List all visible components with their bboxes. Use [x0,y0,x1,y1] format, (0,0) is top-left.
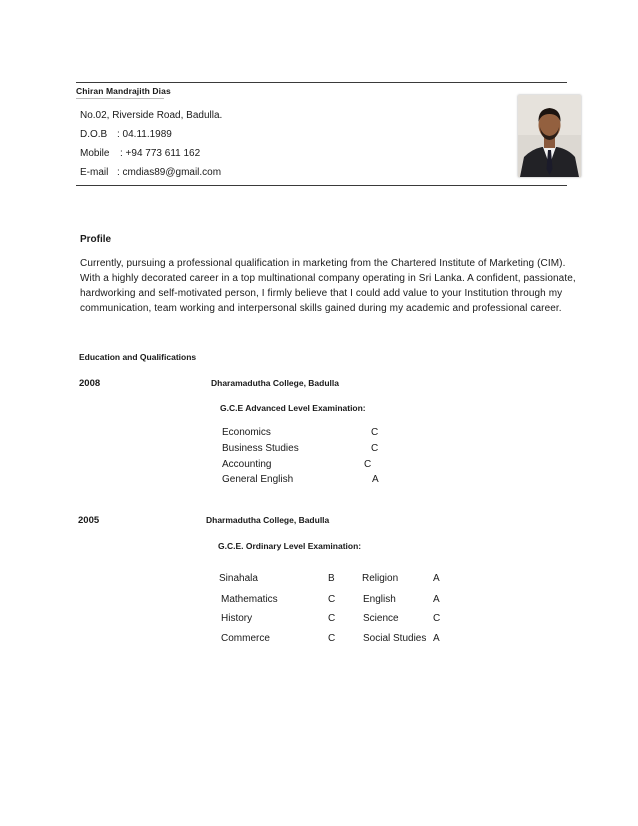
dob-label: D.O.B [80,129,108,140]
ol-exam-title: G.C.E. Ordinary Level Examination: [218,541,362,551]
profile-line: With a highly decorated career in a top multinational company operating in Sri Lanka. A confident, passionate, [80,273,576,284]
al-grade: A [372,474,379,485]
al-subject: Accounting [222,459,272,470]
profile-heading: Profile [80,234,112,245]
ol-grade: C [328,613,336,624]
al-subject: General English [222,474,294,485]
header-bottom-rule [76,185,567,186]
ol-subject: Science [363,613,399,624]
ol-grade: A [433,633,440,644]
education-heading: Education and Qualifications [79,352,197,362]
ol-year: 2005 [78,515,100,526]
header-top-rule [76,82,567,83]
al-subject: Business Studies [222,443,299,454]
name-underline [76,98,164,99]
email-value: : cmdias89@gmail.com [117,167,222,178]
candidate-name: Chiran Mandrajith Dias [76,86,171,96]
ol-school: Dharmadutha College, Badulla [206,515,330,525]
al-grade: C [364,459,372,470]
al-school: Dharamadutha College, Badulla [211,378,339,388]
al-subject: Economics [222,427,271,438]
al-year: 2008 [79,378,101,389]
profile-line: communication, team working and interpersonal skills gained during my academic and professional career. [80,303,562,314]
ol-grade: A [433,594,440,605]
ol-subject: History [221,613,253,624]
email-label: E-mail [80,167,109,178]
ol-subject: Sinahala [219,573,258,584]
address: No.02, Riverside Road, Badulla. [80,110,223,121]
ol-grade: C [328,633,336,644]
al-exam-title: G.C.E Advanced Level Examination: [220,403,366,413]
ol-subject: Commerce [221,633,270,644]
ol-grade: C [328,594,336,605]
ol-subject: Religion [362,573,399,584]
al-grade: C [371,427,379,438]
ol-grade: B [328,573,335,584]
ol-subject: English [363,594,396,605]
profile-photo [518,95,581,177]
al-grade: C [371,443,379,454]
dob-value: : 04.11.1989 [117,129,172,140]
ol-grade: C [433,613,441,624]
profile-line: hardworking and self-motivated person, I firmly believe that I could add value to your Institution through my [80,288,563,299]
ol-grade: A [433,573,440,584]
ol-subject: Social Studies [363,633,427,644]
mobile-value: : +94 773 611 162 [120,148,201,159]
mobile-label: Mobile [80,148,110,159]
profile-line: Currently, pursuing a professional qualification in marketing from the Chartered Institute of Marketing (CIM). [80,258,566,269]
ol-subject: Mathematics [221,594,278,605]
